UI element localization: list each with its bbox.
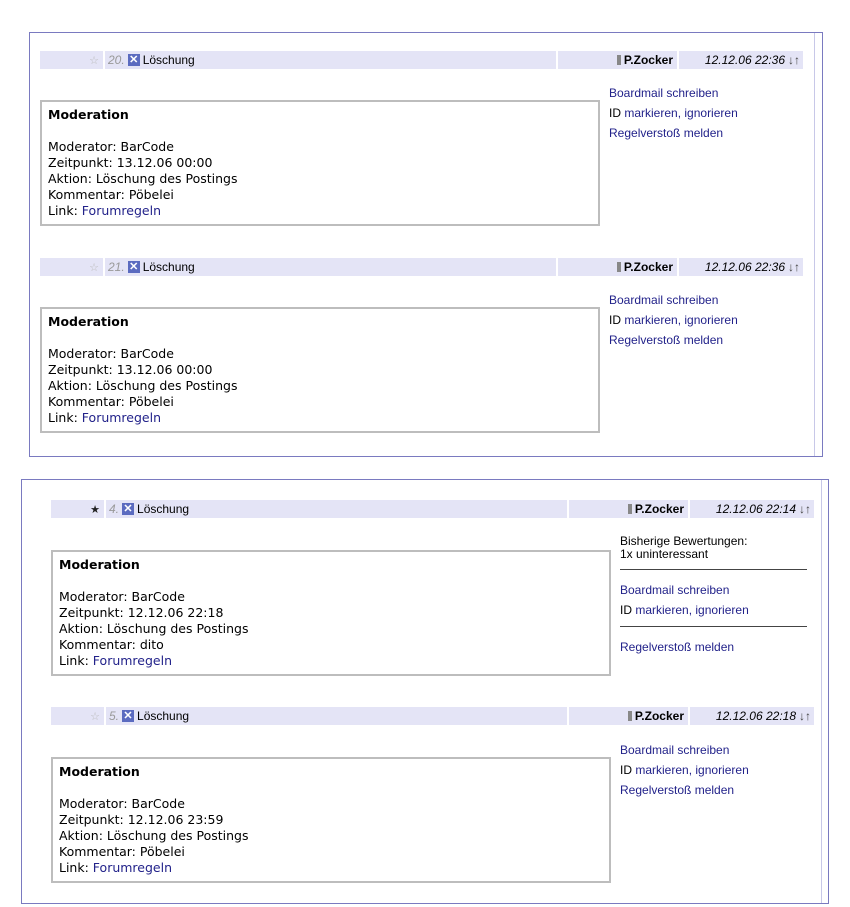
link-label: Link:	[59, 653, 93, 668]
post-number: 20.	[108, 53, 125, 67]
mark-id-link[interactable]: markieren	[635, 603, 689, 617]
post-title[interactable]: Löschung	[142, 53, 195, 67]
boardmail-link[interactable]: Boardmail schreiben	[609, 86, 719, 100]
post-title[interactable]: Löschung	[137, 709, 190, 723]
moderation-title: Moderation	[59, 557, 140, 572]
post-author[interactable]: P.Zocker	[623, 260, 673, 274]
delete-icon: ✕	[123, 503, 133, 515]
moderation-box	[40, 307, 600, 433]
moderation-comment: Kommentar: Pöbelei	[48, 394, 174, 409]
moderation-action: Aktion: Löschung des Postings	[48, 171, 238, 186]
ignore-id-link[interactable]: ignorieren	[684, 313, 738, 327]
moderator: Moderator: BarCode	[48, 346, 174, 361]
post-header	[40, 51, 803, 69]
moderation-action: Aktion: Löschung des Postings	[48, 378, 238, 393]
post-header	[51, 707, 814, 725]
forumregeln-link[interactable]: Forumregeln	[81, 410, 162, 425]
post-date: 12.12.06 22:14	[715, 502, 796, 516]
nav-arrows-icon[interactable]: ↓↑	[799, 502, 811, 516]
moderation-action: Aktion: Löschung des Postings	[59, 828, 249, 843]
thread-panel-1	[29, 32, 823, 457]
moderator: Moderator: BarCode	[48, 139, 174, 154]
report-link[interactable]: Regelverstoß melden	[620, 783, 735, 797]
moderation-action: Aktion: Löschung des Postings	[59, 621, 249, 636]
post-date: 12.12.06 22:18	[715, 709, 796, 723]
mobile-icon	[628, 711, 632, 721]
ignore-id-link[interactable]: ignorieren	[695, 603, 749, 617]
ignore-id-link[interactable]: ignorieren	[695, 763, 749, 777]
delete-icon: ✕	[123, 710, 133, 722]
link-label: Link:	[59, 860, 93, 875]
moderation-title: Moderation	[48, 314, 129, 329]
moderation-box	[51, 550, 611, 676]
mobile-icon	[617, 55, 621, 65]
mobile-icon	[617, 262, 621, 272]
link-label: Link:	[48, 410, 82, 425]
moderation-comment: Kommentar: Pöbelei	[59, 844, 185, 859]
boardmail-link[interactable]: Boardmail schreiben	[609, 293, 719, 307]
mark-id-link[interactable]: markieren	[635, 763, 689, 777]
mark-id-link[interactable]: markieren	[624, 313, 678, 327]
mobile-icon	[628, 504, 632, 514]
thread-panel-2	[21, 479, 829, 904]
forumregeln-link[interactable]: Forumregeln	[92, 653, 173, 668]
moderator: Moderator: BarCode	[59, 796, 185, 811]
moderation-time: Zeitpunkt: 13.12.06 00:00	[48, 155, 213, 170]
post-date: 12.12.06 22:36	[704, 53, 785, 67]
boardmail-link[interactable]: Boardmail schreiben	[620, 583, 730, 597]
post-actions: Boardmail schreiben ID markieren, ignorieren Regelverstoß melden	[609, 293, 738, 347]
ratings	[620, 535, 807, 561]
nav-arrows-icon[interactable]: ↓↑	[788, 53, 800, 67]
forumregeln-link[interactable]: Forumregeln	[81, 203, 162, 218]
moderation-comment: Kommentar: dito	[59, 637, 164, 652]
nav-arrows-icon[interactable]: ↓↑	[788, 260, 800, 274]
ratings-label: Bisherige Bewertungen:	[620, 534, 748, 548]
post-header	[51, 500, 814, 518]
delete-icon: ✕	[129, 261, 139, 273]
ignore-id-link[interactable]: ignorieren	[684, 106, 738, 120]
star-filled-icon[interactable]: ★	[90, 503, 100, 516]
post-header	[40, 258, 803, 276]
divider	[620, 626, 807, 627]
moderation-title: Moderation	[59, 764, 140, 779]
report-link[interactable]: Regelverstoß melden	[609, 333, 724, 347]
post-author[interactable]: P.Zocker	[634, 709, 684, 723]
post-number: 21.	[108, 260, 125, 274]
post-date: 12.12.06 22:36	[704, 260, 785, 274]
post-actions: Boardmail schreiben ID markieren, ignorieren Regelverstoß melden	[620, 743, 749, 797]
moderation-time: Zeitpunkt: 12.12.06 23:59	[59, 812, 224, 827]
delete-icon: ✕	[129, 54, 139, 66]
panel-divider	[821, 480, 822, 903]
report-link[interactable]: Regelverstoß melden	[620, 640, 735, 654]
post-title[interactable]: Löschung	[142, 260, 195, 274]
moderation-box	[40, 100, 600, 226]
star-icon[interactable]: ☆	[90, 710, 100, 723]
moderation-time: Zeitpunkt: 12.12.06 22:18	[59, 605, 224, 620]
forumregeln-link[interactable]: Forumregeln	[92, 860, 173, 875]
nav-arrows-icon[interactable]: ↓↑	[799, 709, 811, 723]
star-icon[interactable]: ☆	[89, 261, 99, 274]
link-label: Link:	[48, 203, 82, 218]
boardmail-link[interactable]: Boardmail schreiben	[620, 743, 730, 757]
post-author[interactable]: P.Zocker	[623, 53, 673, 67]
report-link[interactable]: Regelverstoß melden	[609, 126, 724, 140]
moderation-box	[51, 757, 611, 883]
post-actions: Bisherige Bewertungen: 1x uninteressant Boardmail schreiben ID markieren, ignorieren Regelverstoß melden	[620, 535, 807, 657]
star-icon[interactable]: ☆	[89, 54, 99, 67]
divider	[620, 569, 807, 570]
panel-divider	[814, 33, 815, 456]
mark-id-link[interactable]: markieren	[624, 106, 678, 120]
moderation-comment: Kommentar: Pöbelei	[48, 187, 174, 202]
post-author[interactable]: P.Zocker	[634, 502, 684, 516]
post-title[interactable]: Löschung	[137, 502, 190, 516]
post-number: 5.	[109, 709, 120, 723]
moderation-title: Moderation	[48, 107, 129, 122]
ratings-value: 1x uninteressant	[620, 547, 709, 561]
moderator: Moderator: BarCode	[59, 589, 185, 604]
moderation-time: Zeitpunkt: 13.12.06 00:00	[48, 362, 213, 377]
post-number: 4.	[109, 502, 120, 516]
post-actions: Boardmail schreiben ID markieren, ignorieren Regelverstoß melden	[609, 86, 738, 140]
